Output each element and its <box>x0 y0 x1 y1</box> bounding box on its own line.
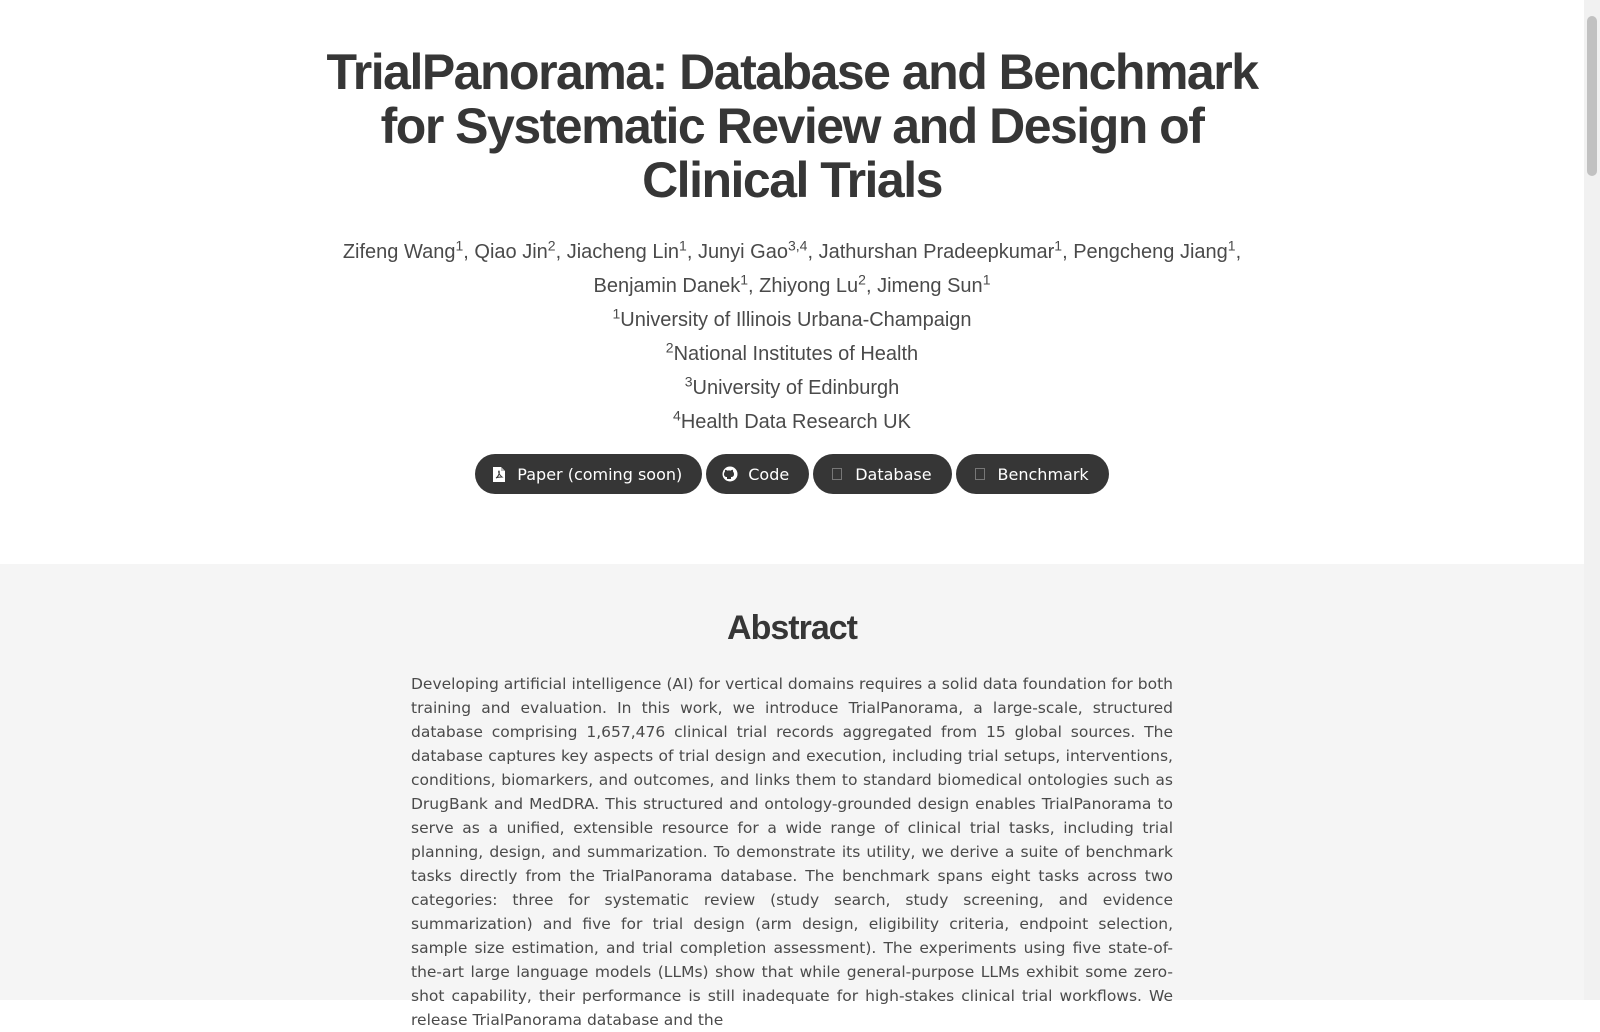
file-pdf-icon <box>491 466 507 482</box>
link-buttons <box>0 454 1584 494</box>
author: Qiao Jin$^2$ <box>474 237 556 263</box>
author: Zhiyong Lu$^2$ <box>759 271 866 297</box>
github-icon <box>722 466 738 482</box>
code-button-label: Code <box>748 464 790 484</box>
author-list: Zifeng Wang$^1$, Qiao Jin$^2$, Jiacheng Lin$^1$, Junyi Gao$^{3,4}$, Jathurshan Pradeepkumar$^1$, Pengcheng Jiang$^1$, Benjamin Danek$^1$, Zhiyong Lu$^2$, Jimeng Sun$^1$ <box>342 237 1242 297</box>
scrollbar-thumb[interactable] <box>1587 16 1597 176</box>
paper-button[interactable] <box>475 454 702 494</box>
database-icon <box>829 466 845 482</box>
benchmark-button[interactable] <box>956 454 1109 494</box>
author: Jiacheng Lin$^1$ <box>566 237 687 263</box>
abstract-heading: Abstract <box>727 609 857 647</box>
abstract-section <box>0 564 1584 1029</box>
affiliation: $^2$National Institutes of Health <box>665 339 919 365</box>
author: Jathurshan Pradeepkumar$^1$ <box>818 237 1063 263</box>
author: Benjamin Danek$^1$ <box>593 271 749 297</box>
author: Jimeng Sun$^1$ <box>877 271 991 297</box>
affiliation-list <box>0 303 1584 439</box>
author: Junyi Gao$^{3,4}$ <box>697 237 808 263</box>
code-button[interactable] <box>706 454 809 494</box>
abstract-text: Developing artificial intelligence (AI) for vertical domains requires a solid data foundation for both training and evaluation. In this work, we introduce TrialPanorama, a large-scale, structured database comprising 1,657,476 clinical trial records aggregated from 15 global sources. The database captures key aspects of trial design and execution, including trial setups, interventions, conditions, biomarkers, and outcomes, and links them to standard biomedical ontologies such as DrugBank and MedDRA. This structured and ontology-grounded design enables TrialPanorama to serve as a unified, extensible resource for a wide range of clinical trial tasks, including trial planning, design, and summarization. To demonstrate its utility, we derive a suite of benchmark tasks directly from the TrialPanorama database. The benchmark spans eight tasks across two categories: three for systematic review (study search, study screening, and evidence summarization) and five for trial design (arm design, eligibility criteria, endpoint selection, sample size estimation, and trial completion assessment). The experiments using five state-of-the-art large language models (LLMs) show that while general-purpose LLMs exhibit some zero-shot capability, their performance is still inadequate for high-stakes clinical trial workflows. We release TrialPanorama database and the <box>411 675 1173 1029</box>
database-button-label: Database <box>855 464 932 484</box>
affiliation: $^1$University of Illinois Urbana-Champaign <box>612 305 972 331</box>
benchmark-button-label: Benchmark <box>997 464 1089 484</box>
paper-title: TrialPanorama: Database and Benchmark for Systematic Review and Design of Clinical Trials <box>326 44 1258 208</box>
paper-button-label: Paper (coming soon) <box>517 464 683 484</box>
benchmark-icon <box>972 466 988 482</box>
database-button[interactable] <box>813 454 951 494</box>
affiliation: $^4$Health Data Research UK <box>673 407 911 433</box>
author: Zifeng Wang$^1$ <box>342 237 464 263</box>
affiliation: $^3$University of Edinburgh <box>684 373 900 399</box>
vertical-scrollbar[interactable] <box>1584 0 1600 1000</box>
author: Pengcheng Jiang$^1$ <box>1073 237 1236 263</box>
